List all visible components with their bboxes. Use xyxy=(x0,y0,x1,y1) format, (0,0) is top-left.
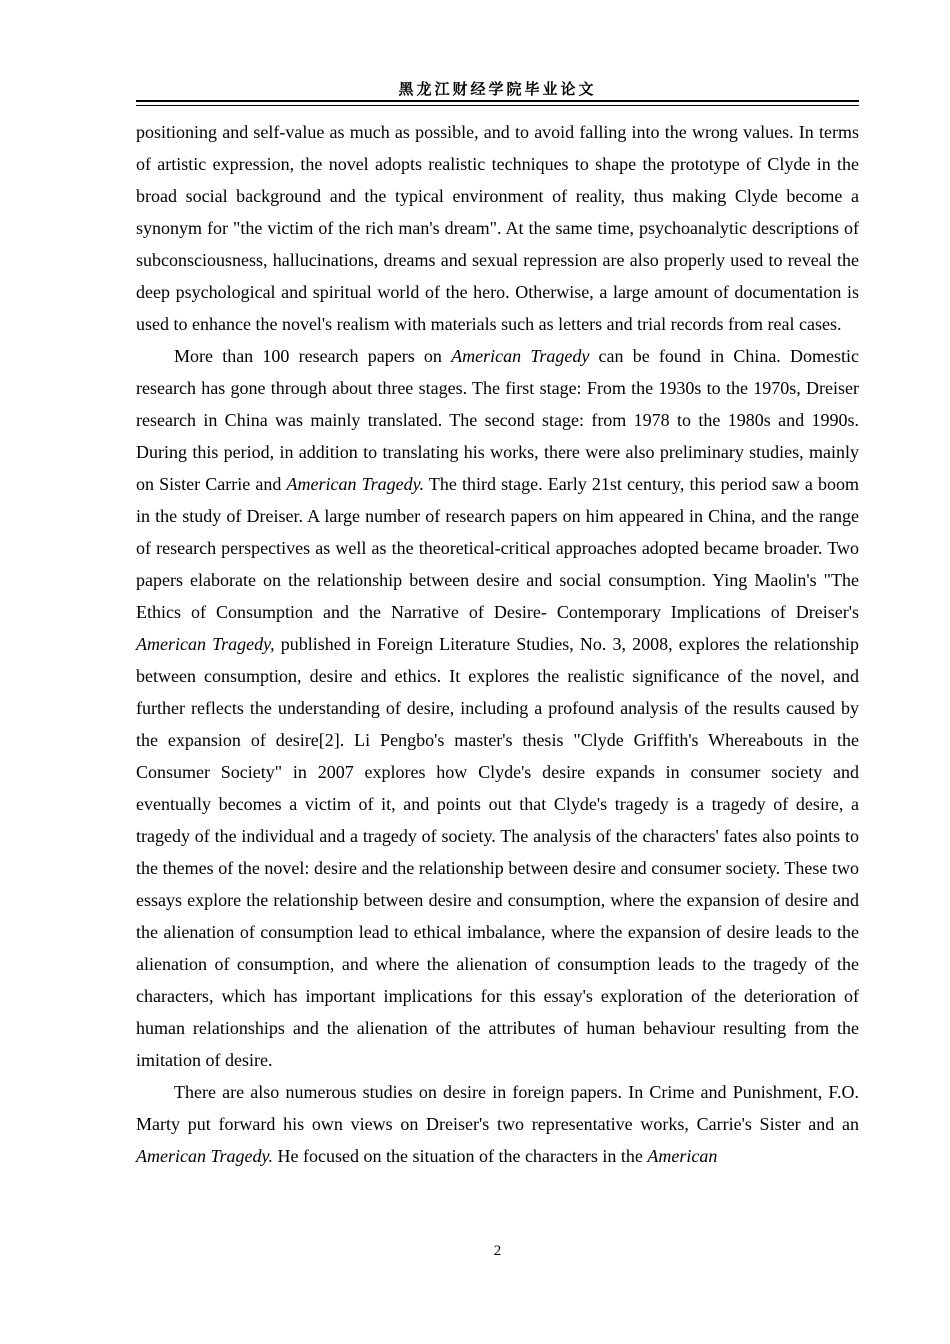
italic-title: American Tragedy, xyxy=(136,634,275,654)
text-segment: positioning and self-value as much as possible, and to avoid falling into the wrong values. In terms of artistic expression, the novel adopts realistic techniques to shape the prototype of Clyde in the broad social background and the typical environment of reality, thus making Clyde become a synonym for "the victim of the rich man's dream". At the same time, psychoanalytic descriptions of subconsciousness, hallucinations, dreams and sexual repression are also properly used to reveal the deep psychological and spiritual world of the hero. Otherwise, a large amount of documentation is used to enhance the novel's realism with materials such as letters and trial records from real cases. xyxy=(136,122,859,334)
text-segment: published in Foreign Literature Studies, No. 3, 2008, explores the relationship between consumption, desire and ethics. It explores the realistic significance of the novel, and further reflects the understanding of desire, including a profound analysis of the results caused by the expansion of desire[2]. Li Pengbo's master's thesis "Clyde Griffith's Whereabouts in the Consumer Society" in 2007 explores how Clyde's desire expands in consumer society and eventually becomes a victim of it, and points out that Clyde's tragedy is a tragedy of desire, a tragedy of the individual and a tragedy of society. The analysis of the characters' fates also points to the themes of the novel: desire and the relationship between desire and consumer society. These two essays explore the relationship between desire and consumption, where the expansion of desire and the alienation of consumption lead to ethical imbalance, where the expansion of desire leads to the alienation of consumption, and where the alienation of consumption leads to the tragedy of the characters, which has important implications for this essay's exploration of the deterioration of human relationships and the alienation of the attributes of human behaviour resulting from the imitation of desire. xyxy=(136,634,859,1070)
paragraph-1 xyxy=(136,116,859,340)
text-segment: can be found in China. Domestic research has gone through about three stages. The first stage: From the 1930s to the 1970s, Dreiser research in China was mainly translated. The second stage: from 1978 to the 1980s and 1990s. During this period, in addition to translating his works, there were also preliminary studies, mainly on Sister Carrie and xyxy=(136,346,859,494)
page-number: 2 xyxy=(493,1243,502,1259)
paragraph-2 xyxy=(136,340,859,1076)
body-text xyxy=(136,116,859,1172)
italic-title: American Tragedy. xyxy=(136,1146,273,1166)
header-rule-thin xyxy=(136,105,859,106)
text-segment: He focused on the situation of the characters in the xyxy=(273,1146,648,1166)
text-segment: More than 100 research papers on xyxy=(174,346,452,366)
page-header-title: 黑龙江财经学院毕业论文 xyxy=(398,80,597,98)
text-segment: The third stage. Early 21st century, this period saw a boom in the study of Dreiser. A large number of research papers on him appeared in China, and the range of research perspectives as well as the theoretical-critical approaches adopted became broader. Two papers elaborate on the relationship between desire and social consumption. Ying Maolin's "The Ethics of Consumption and the Narrative of Desire- Contemporary Implications of Dreiser's xyxy=(136,474,859,622)
paragraph-3 xyxy=(136,1076,859,1172)
header-rule-thick xyxy=(136,100,859,102)
italic-title: American Tragedy. xyxy=(286,474,425,494)
text-segment: There are also numerous studies on desire in foreign papers. In Crime and Punishment, F.O. Marty put forward his own views on Dreiser's two representative works, Carrie's Sister and an xyxy=(136,1082,859,1134)
italic-title: American xyxy=(647,1146,718,1166)
italic-title: American Tragedy xyxy=(451,346,590,366)
